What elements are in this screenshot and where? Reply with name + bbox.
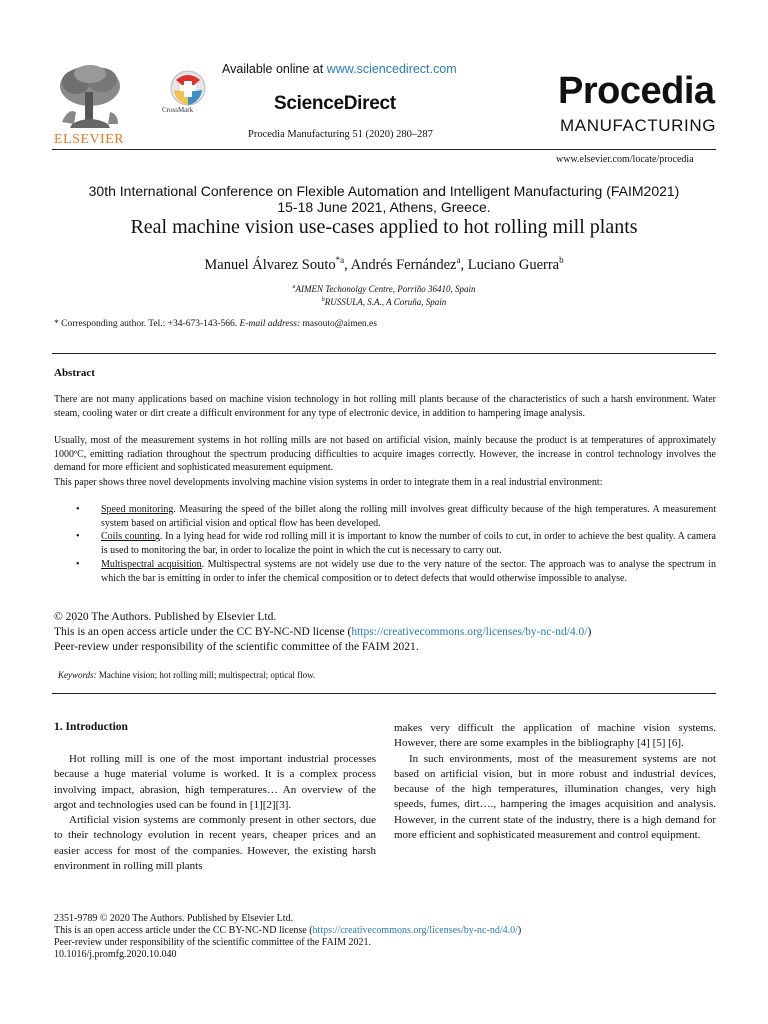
conference-name: 30th International Conference on Flexible Automation and Intelligent Manufacturing (FAIM2021) [88, 183, 680, 199]
body-paragraph: Artificial vision systems are commonly present in other sectors, due to their technology evolution in recent years, cheaper prices and an easier access for most of the companies. However, the existing harsh environment in rolling mill plants [54, 814, 376, 873]
license-line [54, 625, 591, 640]
journal-reference: Procedia Manufacturing 51 (2020) 280–287 [248, 129, 433, 140]
list-item [54, 530, 716, 557]
sciencedirect-link[interactable]: www.sciencedirect.com [326, 62, 457, 76]
bullet-icon: • [76, 558, 80, 570]
keywords [58, 670, 315, 680]
license-suffix: ) [587, 626, 592, 638]
corresponding-prefix: * Corresponding author. Tel.: +34-673-143-566. [54, 319, 240, 329]
license-link[interactable]: https://creativecommons.org/licenses/by-nc-nd/4.0/ [351, 626, 588, 638]
abstract-bullet-list [54, 503, 716, 585]
list-item [54, 503, 716, 530]
abstract-top-divider [52, 353, 716, 354]
bullet-text: . Multispectral systems are not widely use due to the very nature of the sector. The approach was to analyse the spectrum in which the bar is emitting in order to infer the chemical composition or to detect defects that would otherwise impossible to analyse. [101, 558, 717, 584]
license-block [54, 610, 591, 655]
footer-license-link[interactable]: https://creativecommons.org/licenses/by-nc-nd/4.0/ [312, 925, 518, 936]
journal-url[interactable]: www.elsevier.com/locate/procedia [556, 154, 694, 165]
abstract-paragraph: Usually, most of the measurement systems in hot rolling mills are not based on artificial vision, mainly because the product is at temperatures of approximately 1000ºC, emitting radiation throughout the spectrum producing difficulties to acquire images correctly. However, the increase in control technology involves the demand for more efficient and sophisticated measurement equipment. [54, 435, 716, 474]
author-marks: a [456, 255, 461, 265]
header-divider [52, 149, 716, 150]
publisher-logo-text: ELSEVIER [54, 132, 125, 147]
affiliation-mark: b [321, 297, 325, 303]
author-name: Luciano Guerra [467, 256, 560, 273]
page-footer [54, 913, 521, 961]
keywords-list: Machine vision; hot rolling mill; multispectral; optical flow. [96, 670, 316, 680]
license-prefix: This is an open access article under the CC BY-NC-ND license ( [54, 626, 352, 638]
bullet-lead: Speed monitoring [101, 504, 174, 515]
peer-review-line: Peer-review under responsibility of the scientific committee of the FAIM 2021. [54, 641, 419, 653]
crossmark-label: CrossMark [162, 106, 194, 114]
journal-brand-procedia: Procedia [558, 70, 715, 112]
paper-title: Real machine vision use-cases applied to hot rolling mill plants [130, 216, 638, 238]
sciencedirect-logo: ScienceDirect [274, 93, 396, 114]
bullet-text: . In a lying head for wide rod rolling mill it is important to know the number of coils to cut, in order to achieve the best quality. A camera is used to monitoring the bar, in order to localize the point in which the cut is necessary to carry out. [101, 531, 716, 557]
bullet-text: . Measuring the speed of the billet along the rolling mill involves great difficulty because of the high temperatures. A measurement system based on artificial vision and optical flow has been developed. [101, 504, 716, 529]
bullet-icon: • [76, 531, 80, 543]
abstract-paragraph: This paper shows three novel developments involving machine vision systems in order to integrate them in a real industrial environment: [54, 477, 603, 488]
footer-license-line [54, 925, 521, 937]
footer-license-suffix: ) [517, 925, 522, 936]
affiliation [0, 297, 768, 307]
affiliation-text: RUSSULA, S.A., A Coruña, Spain [324, 297, 447, 307]
abstract-paragraph: There are not many applications based on machine vision technology in hot rolling mill plants because of the characteristics of such a harsh environment. Water steam, cooling water or dirt create a difficult environment for any type of electronic device, in addition to hampering image analysis. [54, 394, 716, 419]
bullet-icon: • [76, 504, 80, 515]
author-marks: b [559, 255, 564, 265]
right-column [394, 721, 716, 843]
available-online-prefix: Available online at [222, 62, 327, 76]
keywords-label: Keywords: [58, 670, 97, 680]
footer-license-prefix: This is an open access article under the CC BY-NC-ND license ( [54, 925, 313, 936]
bullet-lead: Multispectral acquisition [101, 558, 202, 570]
body-paragraph: In such environments, most of the measurement systems are not based on artificial vision, but in more robust and industrial devices, because of the high temperatures, illumination changes, very high speeds, fumes, dirt…., hampering the images acquisition and analysis. However, in the current state of the industry, there is a high demand for more efficient and sophisticated measurement and control equipment. [394, 752, 716, 842]
affiliation [0, 284, 768, 294]
email-label: E-mail address: [239, 319, 301, 329]
footer-issn-line: 2351-9789 © 2020 The Authors. Published by Elsevier Ltd. [54, 913, 294, 924]
footer-doi[interactable]: 10.1016/j.promfg.2020.10.040 [54, 949, 177, 960]
introduction-heading: 1. Introduction [54, 721, 128, 733]
email-address[interactable]: masouto@aimen.es [300, 319, 377, 329]
left-column [54, 752, 376, 874]
author-list [0, 255, 768, 274]
affiliation-mark: a [292, 284, 296, 290]
author-marks: *a [335, 255, 345, 265]
corresponding-author [54, 319, 377, 329]
affiliation-text: AIMEN Techonolgy Centre, Porriño 36410, Spain [295, 284, 476, 294]
abstract-bottom-divider [52, 693, 716, 694]
available-online [222, 62, 457, 76]
footer-peer-review-line: Peer-review under responsibility of the scientific committee of the FAIM 2021. [54, 937, 372, 948]
author-name: Manuel Álvarez Souto [204, 256, 336, 273]
body-paragraph: makes very difficult the application of machine vision systems. However, there are some examples in the bibliography [4] [5] [6]. [394, 722, 716, 750]
list-item [54, 558, 716, 585]
body-paragraph: Hot rolling mill is one of the most important industrial processes because a huge material volume is worked. It is a complex process involving impact, abrasion, high temperatures… An overview of the argot and technologies used can be found in [1][2][3]. [54, 753, 376, 811]
author-name: Andrés Fernández [350, 256, 457, 273]
author-sep: , [460, 256, 468, 273]
journal-brand-manufacturing: MANUFACTURING [560, 116, 717, 135]
bullet-lead: Coils counting [101, 531, 160, 543]
conference-date-location: 15-18 June 2021, Athens, Greece. [277, 199, 491, 215]
copyright-line: © 2020 The Authors. Published by Elsevier Ltd. [54, 611, 277, 623]
abstract-heading: Abstract [54, 367, 95, 379]
author-sep: , [344, 256, 351, 273]
